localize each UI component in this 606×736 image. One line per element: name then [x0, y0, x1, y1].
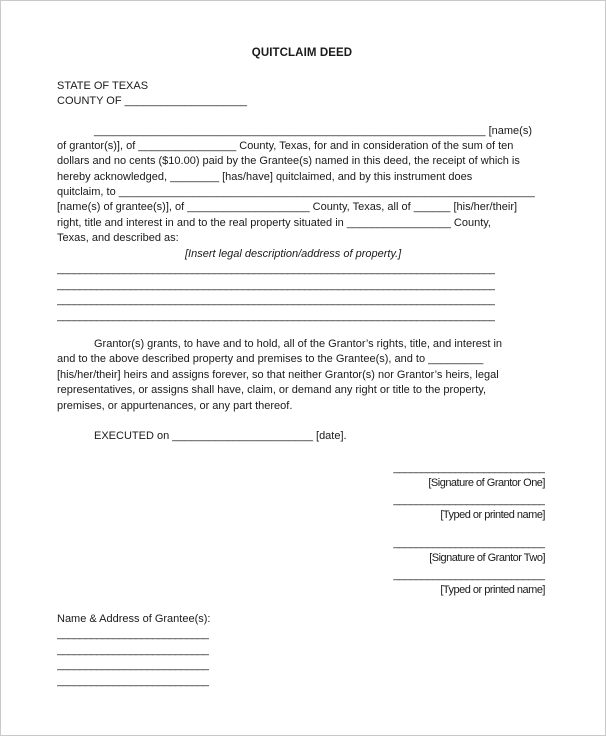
paragraph1-line: hereby acknowledged, ________ [has/have] quitclaimed, and by this instrument does	[57, 171, 473, 183]
signature-line: ___________________________	[393, 537, 545, 549]
grantee-address-line: ___________________________	[57, 644, 209, 656]
paragraph2-line: premises, or appurtenances, or any part thereof.	[57, 400, 293, 412]
grantee-heading: Name & Address of Grantee(s):	[57, 613, 211, 625]
printed-name-line: ___________________________	[393, 569, 545, 581]
printed-name-label: [Typed or printed name]	[440, 584, 545, 596]
grantee-address-line: ___________________________	[57, 628, 209, 640]
grantee-address-line: ___________________________	[57, 675, 209, 687]
paragraph1-line: dollars and no cents ($10.00) paid by the Grantee(s) named in this deed, the receipt of which is	[57, 155, 520, 167]
blank-line: ______________________________________________________________________________	[57, 279, 496, 291]
signature-label: [Signature of Grantor Two]	[429, 552, 545, 564]
blank-line: ______________________________________________________________________________	[57, 263, 496, 275]
paragraph2-line: [his/her/their] heirs and assigns forever, so that neither Grantor(s) nor Grantor’s heirs, legal	[57, 369, 499, 381]
county-line: COUNTY OF ____________________	[57, 95, 247, 107]
state-line: STATE OF TEXAS	[57, 80, 149, 92]
paragraph2-line: and to the above described property and premises to the Grantee(s), and to _________	[57, 353, 484, 365]
paragraph1-line: right, title and interest in and to the real property situated in _________________ County,	[57, 217, 491, 229]
paragraph1-line: ________________________________________________________________ [name(s)	[94, 125, 532, 137]
legal-description-placeholder: [Insert legal description/address of property.]	[185, 248, 402, 260]
paragraph1-line: of grantor(s)], of ________________ County, Texas, for and in consideration of the sum of ten	[57, 140, 514, 152]
blank-line: ______________________________________________________________________________	[57, 310, 496, 322]
signature-block-grantor-one	[339, 461, 545, 523]
blank-line: ______________________________________________________________________________	[57, 294, 496, 306]
signature-line: ___________________________	[393, 462, 545, 474]
paragraph1-line: Texas, and described as:	[57, 232, 179, 244]
grantee-address-line: ___________________________	[57, 659, 209, 671]
printed-name-line: ___________________________	[393, 494, 545, 506]
paragraph2-line: Grantor(s) grants, to have and to hold, all of the Grantor’s rights, title, and interest in	[94, 338, 503, 350]
document-title: QUITCLAIM DEED	[251, 47, 353, 59]
paragraph1-line: quitclaim, to ____________________________________________________________________	[57, 186, 535, 198]
executed-line: EXECUTED on _______________________ [date].	[94, 430, 347, 442]
paragraph2-line: representatives, or assigns shall have, claim, or demand any right or title to the property,	[57, 384, 487, 396]
signature-block-grantor-two	[339, 536, 545, 598]
paragraph1-line: [name(s) of grantee(s)], of ____________________ County, Texas, all of ______ [his/her/their]	[57, 201, 518, 213]
signature-label: [Signature of Grantor One]	[428, 477, 545, 489]
printed-name-label: [Typed or printed name]	[440, 509, 545, 521]
